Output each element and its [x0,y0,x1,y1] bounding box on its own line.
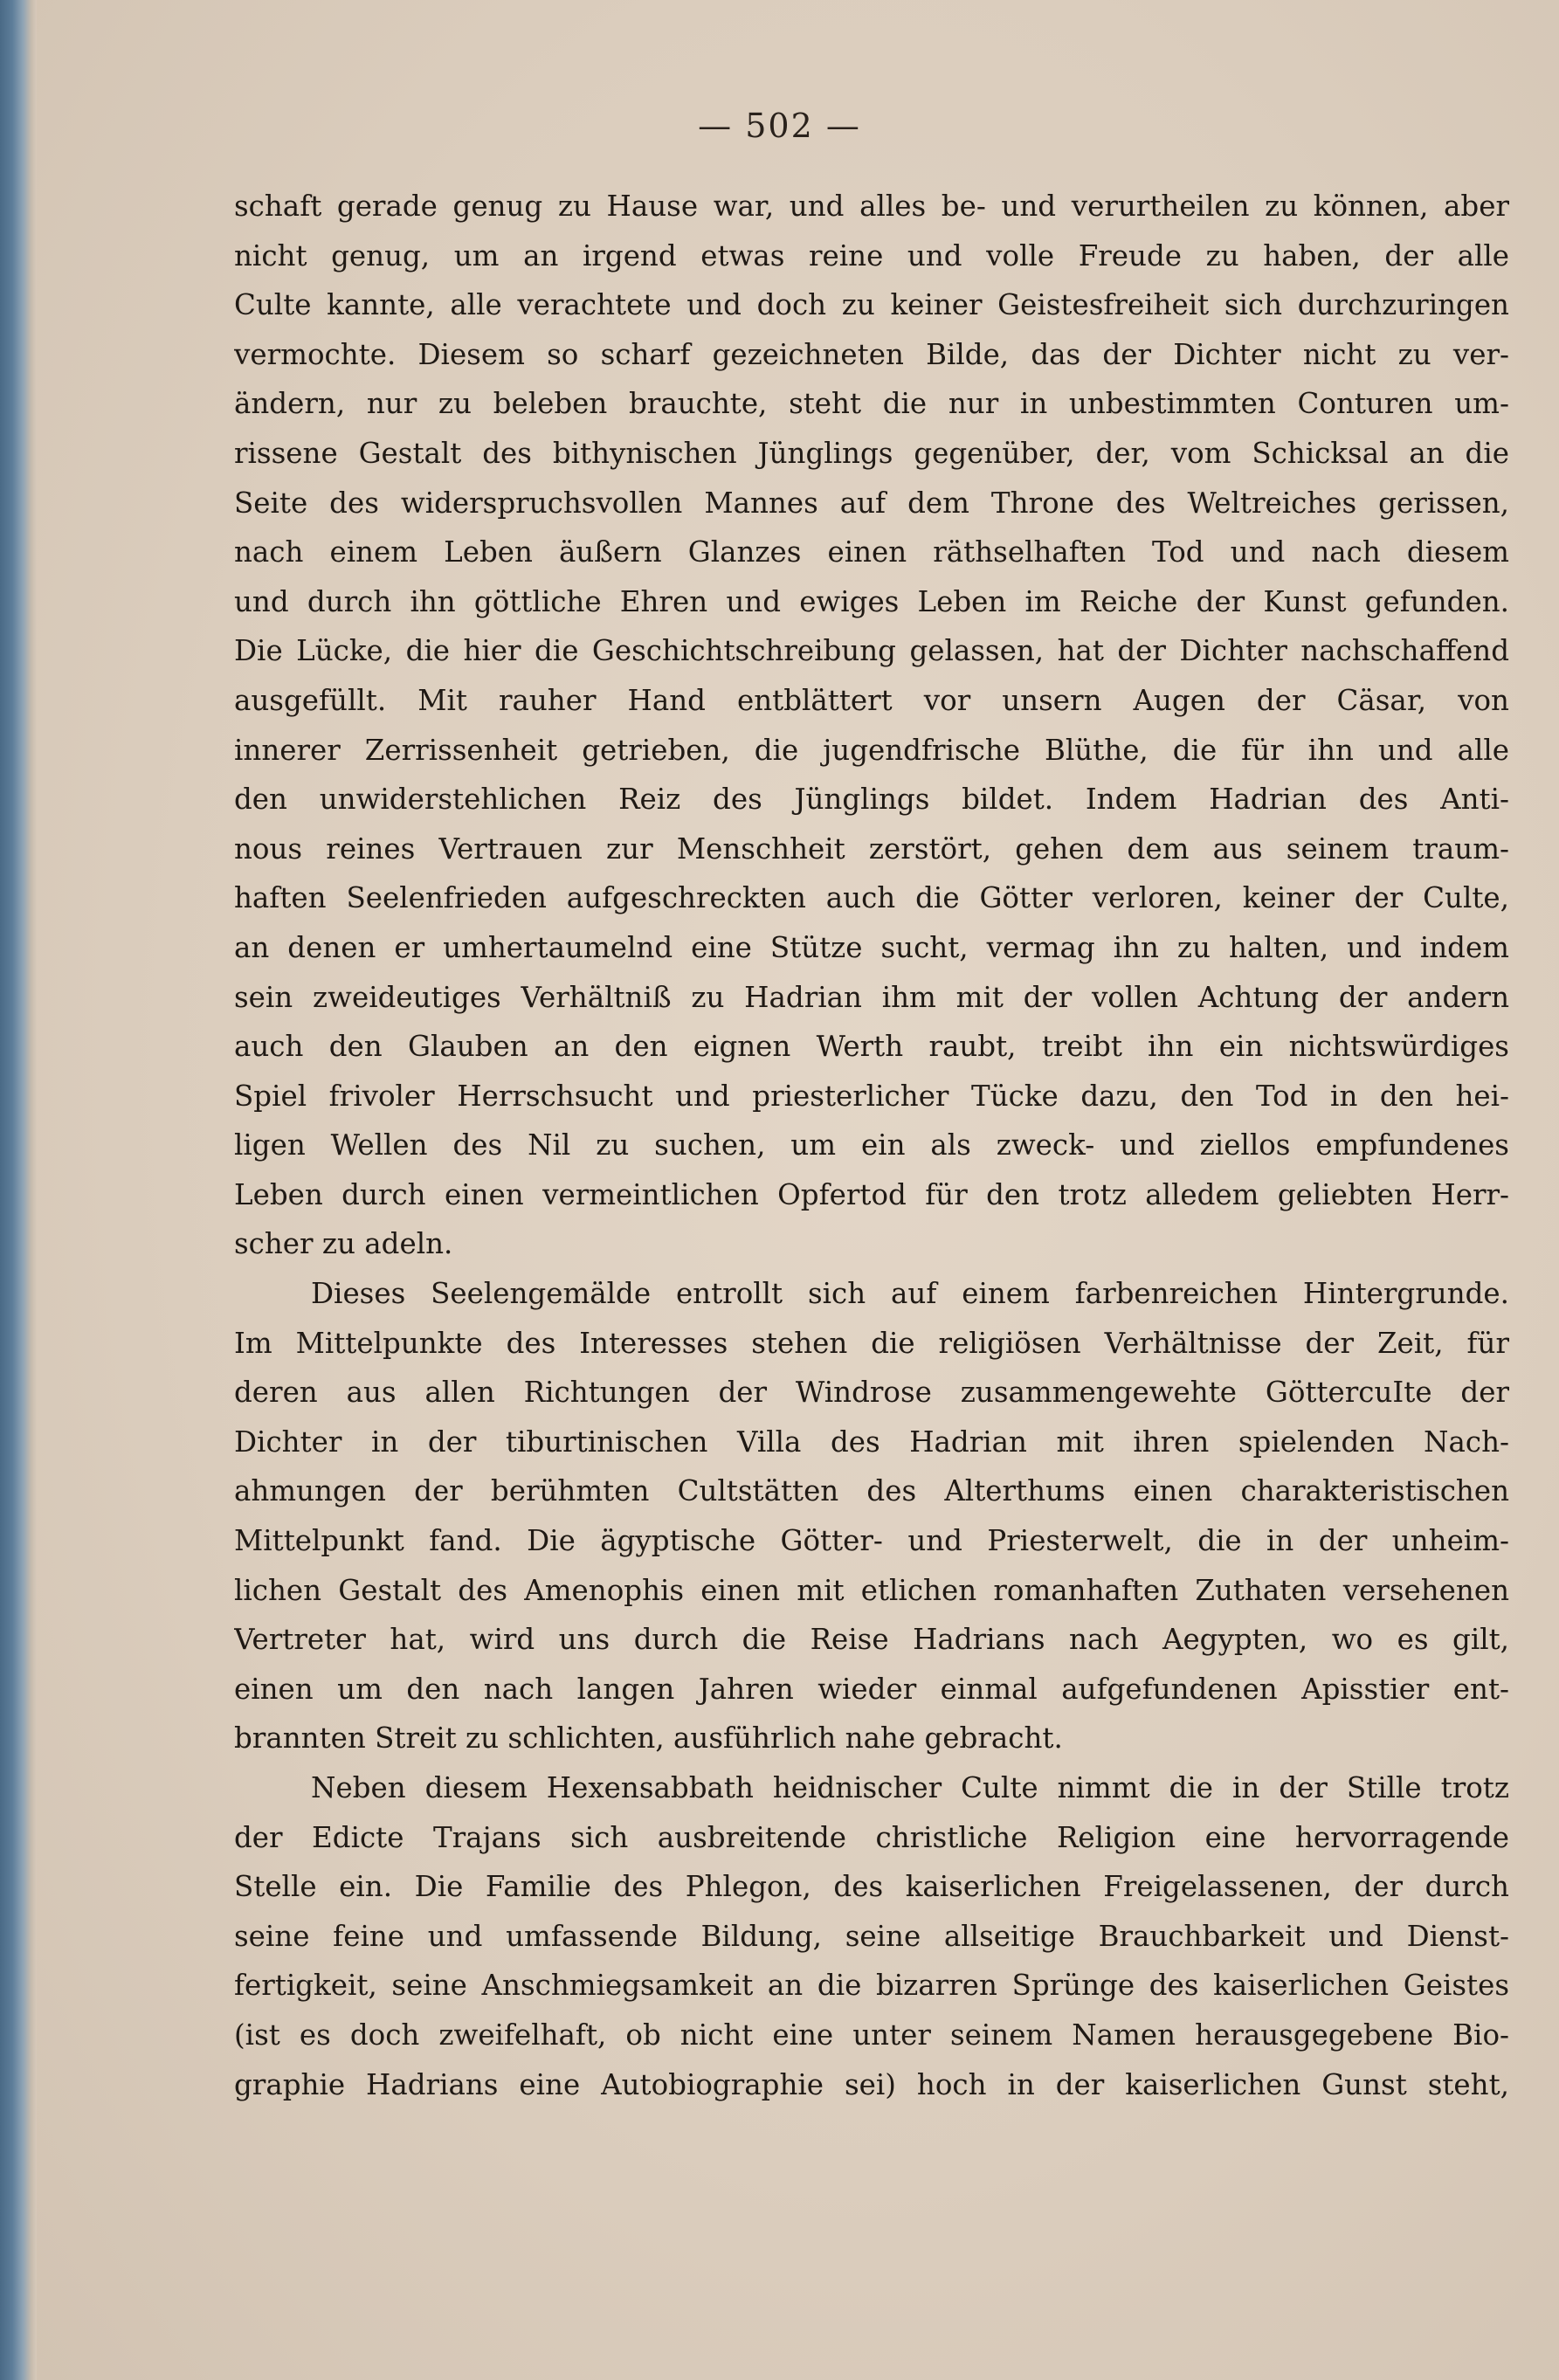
text-line: scher zu adeln. [234,1227,453,1261]
text-line: den unwiderstehlichen Reiz des Jünglings bildet. Indem Hadrian des Anti- [234,783,1509,817]
text-line: Stelle ein. Die Familie des Phlegon, des kaiserlichen Freigelassenen, der durch [234,1870,1509,1904]
text-line: an denen er umhertaumelnd eine Stütze sucht, vermag ihn zu halten, und indem [234,930,1509,964]
text-line: schaft gerade genug zu Hause war, und alles be- und verurtheilen zu können, aber [234,190,1509,223]
text-line: nach einem Leben äußern Glanzes einen räthselhaften Tod und nach diesem [234,535,1509,569]
text-line: (ist es doch zweifelhaft, ob nicht eine unter seinem Namen herausgegebene Bio- [234,2018,1509,2052]
text-line: einen um den nach langen Jahren wieder einmal aufgefundenen Apisstier ent- [234,1672,1509,1706]
text-line: nicht genug, um an irgend etwas reine und volle Freude zu haben, der alle [234,238,1509,272]
text-line: innerer Zerrissenheit getrieben, die jugendfrische Blüthe, die für ihn und alle [234,733,1509,767]
text-line: deren aus allen Richtungen der Windrose zusammengewehte GöttercuIte der [234,1376,1509,1410]
text-line: Culte kannte, alle verachtete und doch zu keiner Geistesfreiheit sich durchzuringen [234,288,1509,322]
text-line: haften Seelenfrieden aufgeschreckten auch die Götter verloren, keiner der Culte, [234,881,1509,915]
text-line: sein zweideutiges Verhältniß zu Hadrian ihm mit der vollen Achtung der andern [234,980,1509,1014]
text-line: seine feine und umfassende Bildung, seine allseitige Brauchbarkeit und Dienst- [234,1919,1509,1953]
text-line: Die Lücke, die hier die Geschichtschreibung gelassen, hat der Dichter nachschaffend [234,634,1509,668]
text-line: auch den Glauben an den eignen Werth raubt, treibt ihn ein nichtswürdiges [234,1030,1509,1064]
body-text [234,182,1509,2109]
text-line: ligen Wellen des Nil zu suchen, um ein als zweck- und ziellos empfundenes [234,1128,1509,1162]
text-line: der Edicte Trajans sich ausbreitende christliche Religion eine hervorragende [234,1820,1509,1854]
text-line: brannten Streit zu schlichten, ausführlich nahe gebracht. [234,1721,1063,1756]
text-line: und durch ihn göttliche Ehren und ewiges Leben im Reiche der Kunst gefunden. [234,584,1509,618]
text-line: Spiel frivoler Herrschsucht und priesterlicher Tücke dazu, den Tod in den hei- [234,1079,1509,1113]
text-line: lichen Gestalt des Amenophis einen mit etlichen romanhaften Zuthaten versehenen [234,1573,1509,1607]
text-line: rissene Gestalt des bithynischen Jünglings gegenüber, der, vom Schicksal an die [234,436,1509,470]
text-line: Im Mittelpunkte des Interesses stehen die religiösen Verhältnisse der Zeit, für [234,1326,1509,1360]
text-line: ausgefüllt. Mit rauher Hand entblättert vor unsern Augen der Cäsar, von [234,683,1509,717]
text-line: Seite des widerspruchsvollen Mannes auf dem Throne des Weltreiches gerissen, [234,486,1509,520]
text-line: Leben durch einen vermeintlichen Opfertod für den trotz alledem geliebten Herr- [234,1177,1509,1211]
text-line: nous reines Vertrauen zur Menschheit zerstört, gehen dem aus seinem traum- [234,831,1509,866]
text-line: Dichter in der tiburtinischen Villa des Hadrian mit ihren spielenden Nach- [234,1425,1509,1459]
text-line: graphie Hadrians eine Autobiographie sei) hoch in der kaiserlichen Gunst steht, [234,2067,1509,2101]
page-number: — 502 — [698,107,861,145]
text-line: Mittelpunkt fand. Die ägyptische Götter- und Priesterwelt, die in der unheim- [234,1524,1509,1558]
text-line: Dieses Seelengemälde entrollt sich auf einem farbenreichen Hintergrunde. [311,1277,1509,1311]
text-line: vermochte. Diesem so scharf gezeichneten Bilde, das der Dichter nicht zu ver- [234,337,1509,371]
text-line: Vertreter hat, wird uns durch die Reise Hadrians nach Aegypten, wo es gilt, [234,1623,1509,1657]
text-line: ahmungen der berühmten Cultstätten des Alterthums einen charakteristischen [234,1474,1509,1508]
text-line: fertigkeit, seine Anschmiegsamkeit an die bizarren Sprünge des kaiserlichen Geistes [234,1969,1509,2003]
text-line: Neben diesem Hexensabbath heidnischer Culte nimmt die in der Stille trotz [311,1771,1509,1804]
book-edge-strip [0,0,37,2380]
text-line: ändern, nur zu beleben brauchte, steht die nur in unbestimmten Conturen um- [234,387,1509,421]
